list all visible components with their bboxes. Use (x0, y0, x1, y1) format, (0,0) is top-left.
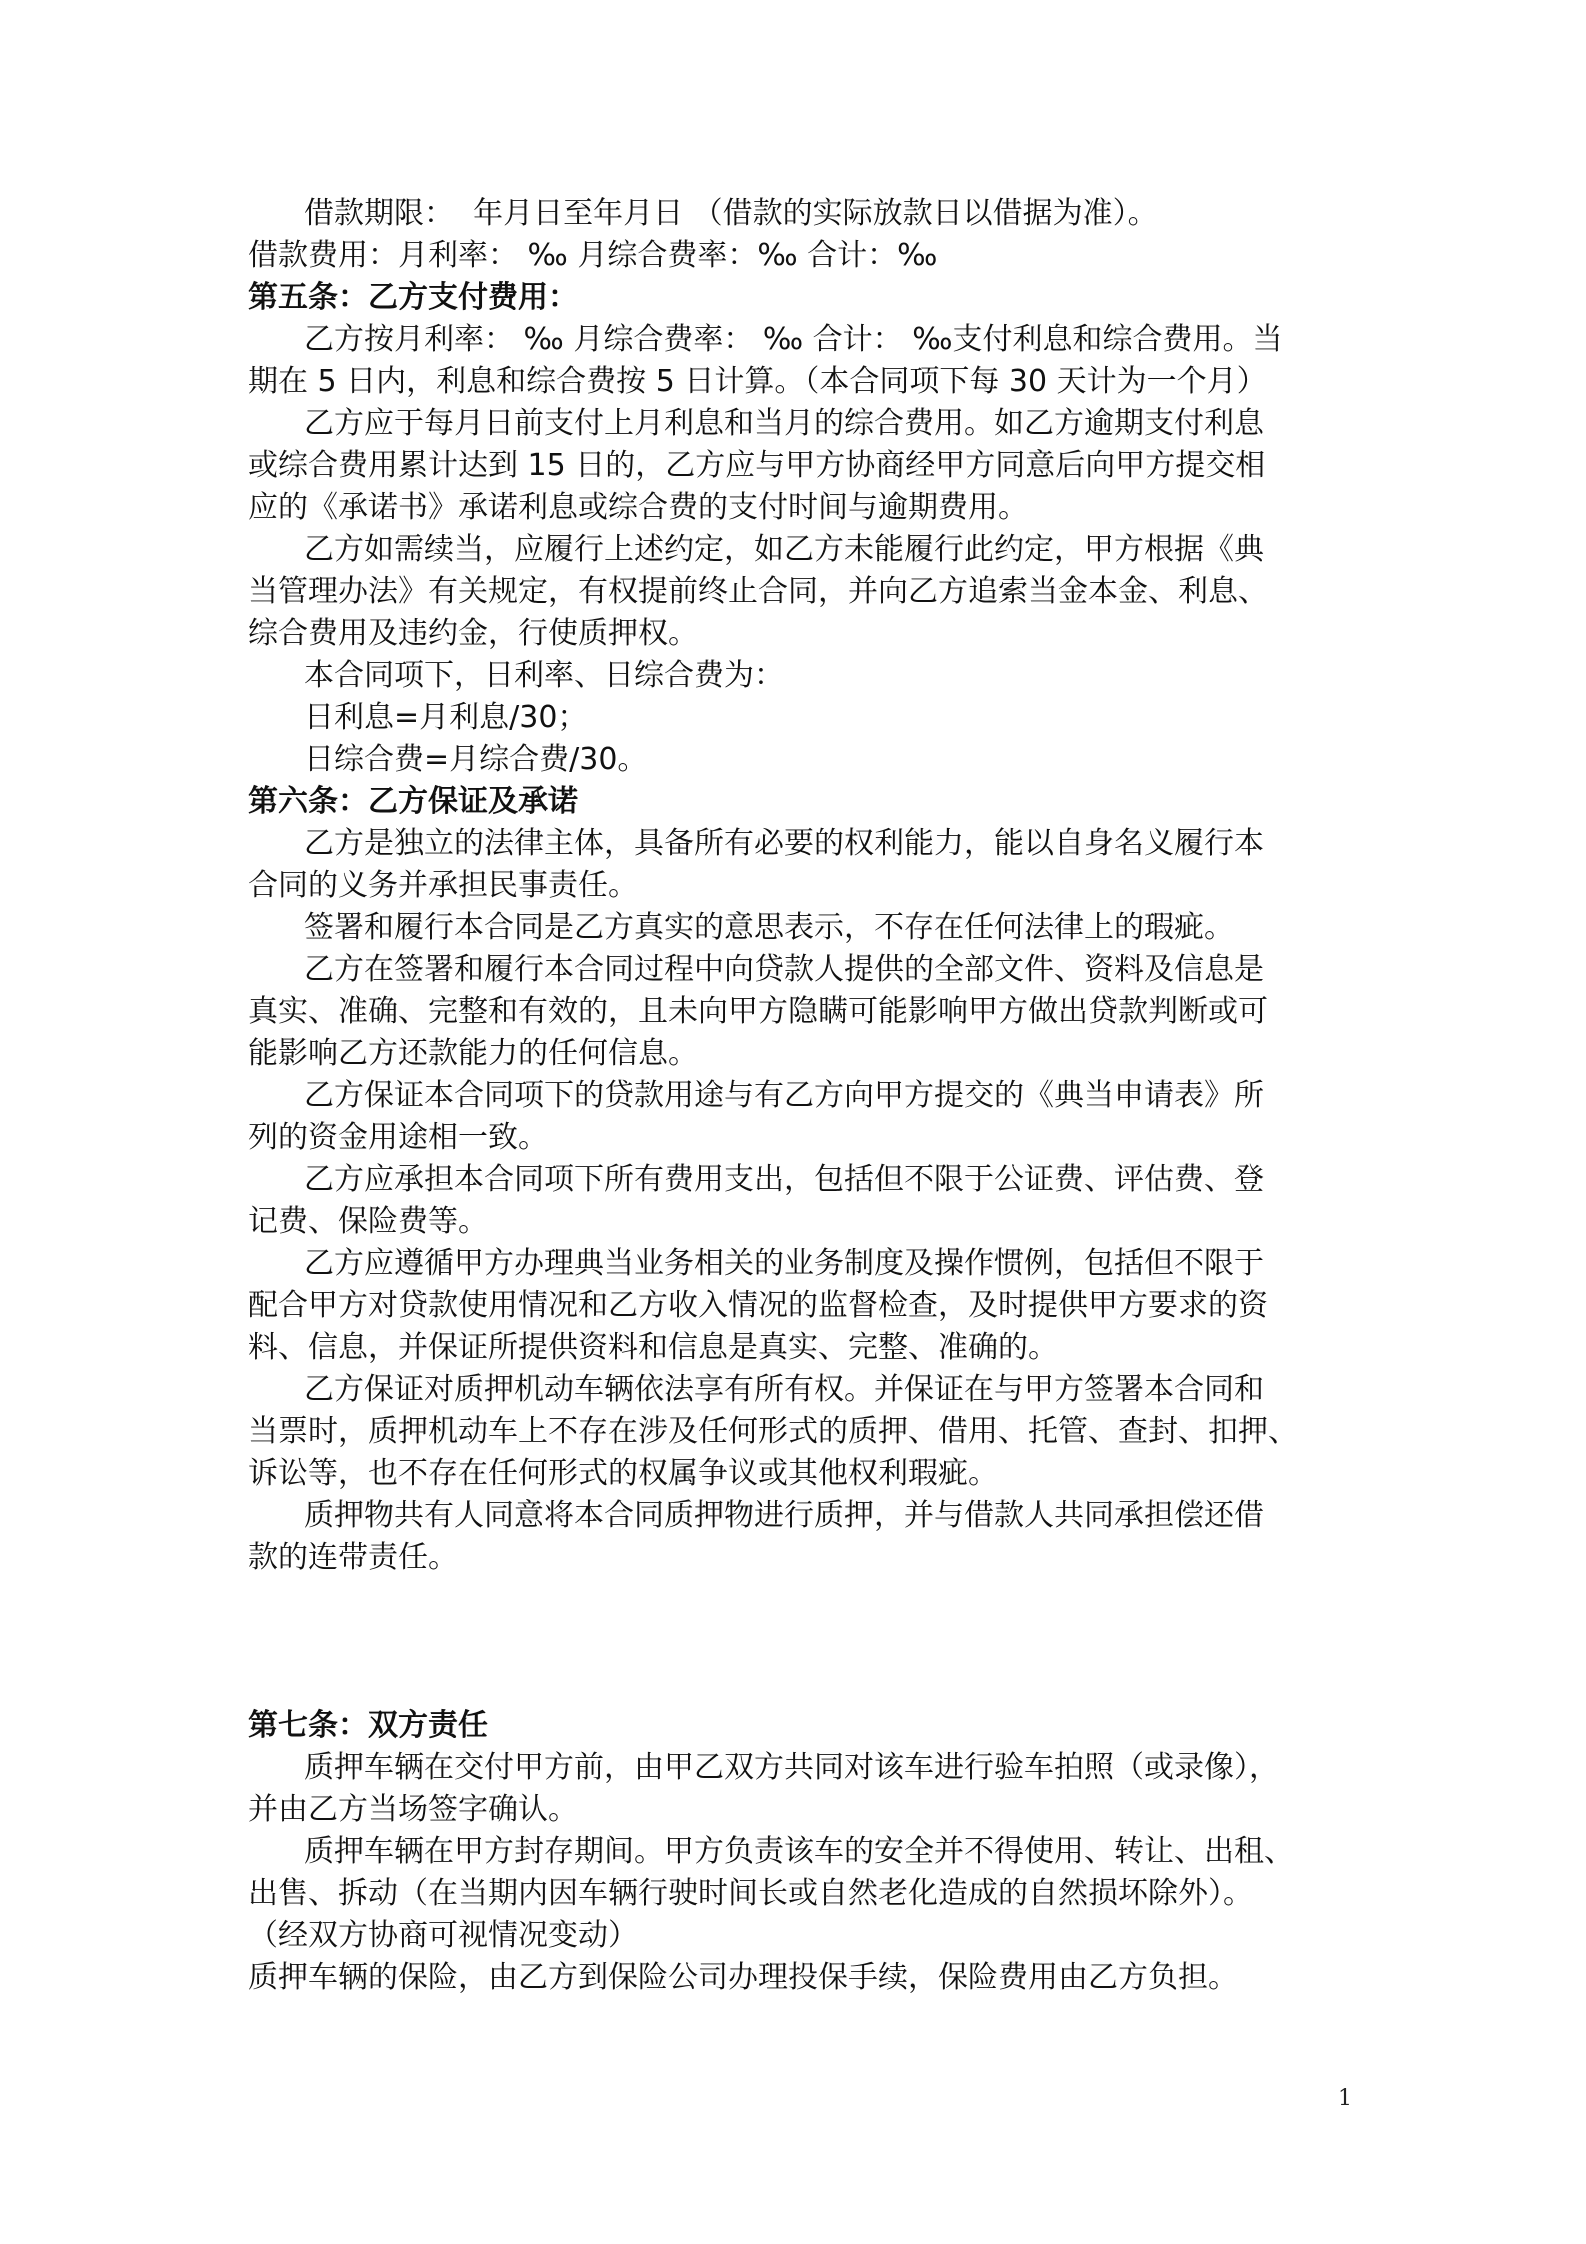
text-line: 款的连带责任。 (248, 1540, 458, 1575)
text-line: 质押车辆的保险，由乙方到保险公司办理投保手续，保险费用由乙方负担。 (248, 1960, 1238, 1995)
text-line: 签署和履行本合同是乙方真实的意思表示，不存在任何法律上的瑕疵。 (304, 910, 1234, 945)
text-line: 乙方应遵循甲方办理典当业务相关的业务制度及操作惯例，包括但不限于 (304, 1246, 1264, 1281)
text-line: 列的资金用途相一致。 (248, 1120, 548, 1155)
page-number: 1 (1338, 2086, 1352, 2111)
text-line: 乙方如需续当，应履行上述约定，如乙方未能履行此约定，甲方根据《典 (304, 532, 1264, 567)
text-line: 日利息=月利息/30； (304, 700, 588, 735)
text-line: 真实、准确、完整和有效的，且未向甲方隐瞒可能影响甲方做出贷款判断或可 (248, 994, 1268, 1029)
text-line: 乙方应于每月日前支付上月利息和当月的综合费用。如乙方逾期支付利息 (304, 406, 1264, 441)
text-line: （经双方协商可视情况变动） (248, 1918, 638, 1953)
text-line: 出售、拆动（在当期内因车辆行驶时间长或自然老化造成的自然损坏除外）。 (248, 1876, 1253, 1911)
text-line: 乙方在签署和履行本合同过程中向贷款人提供的全部文件、资料及信息是 (304, 952, 1264, 987)
section-heading: 第七条：双方责任 (248, 1708, 488, 1743)
text-line: 合同的义务并承担民事责任。 (248, 868, 638, 903)
text-line: 乙方是独立的法律主体，具备所有必要的权利能力，能以自身名义履行本 (304, 826, 1264, 861)
section-heading: 第六条：乙方保证及承诺 (248, 784, 578, 819)
text-line: 质押车辆在甲方封存期间。甲方负责该车的安全并不得使用、转让、出租、 (304, 1834, 1294, 1869)
text-line: 当票时，质押机动车上不存在涉及任何形式的质押、借用、托管、查封、扣押、 (248, 1414, 1298, 1449)
text-line: 应的《承诺书》承诺利息或综合费的支付时间与逾期费用。 (248, 490, 1028, 525)
text-line: 并由乙方当场签字确认。 (248, 1792, 578, 1827)
text-line: 质押车辆在交付甲方前，由甲乙双方共同对该车进行验车拍照（或录像）， (304, 1750, 1279, 1785)
text-line: 当管理办法》有关规定，有权提前终止合同，并向乙方追索当金本金、利息、 (248, 574, 1268, 609)
text-line: 综合费用及违约金，行使质押权。 (248, 616, 698, 651)
section-heading: 第五条：乙方支付费用： (248, 280, 578, 315)
text-line: 诉讼等，也不存在任何形式的权属争议或其他权利瑕疵。 (248, 1456, 998, 1491)
text-line: 乙方保证对质押机动车辆依法享有所有权。并保证在与甲方签署本合同和 (304, 1372, 1264, 1407)
text-line: 或综合费用累计达到 15 日的，乙方应与甲方协商经甲方同意后向甲方提交相 (248, 448, 1266, 483)
text-line: 记费、保险费等。 (248, 1204, 488, 1239)
text-line: 期在 5 日内，利息和综合费按 5 日计算。（本合同项下每 30 天计为一个月） (248, 364, 1267, 399)
text-line: 本合同项下，日利率、日综合费为： (304, 658, 784, 693)
text-line: 料、信息，并保证所提供资料和信息是真实、完整、准确的。 (248, 1330, 1058, 1365)
text-line: 质押物共有人同意将本合同质押物进行质押，并与借款人共同承担偿还借 (304, 1498, 1264, 1533)
text-line: 借款费用：月利率： ‰ 月综合费率：‰ 合计：‰ (248, 238, 938, 273)
text-line: 乙方保证本合同项下的贷款用途与有乙方向甲方提交的《典当申请表》所 (304, 1078, 1264, 1113)
text-line: 乙方按月利率： ‰ 月综合费率： ‰ 合计： ‰支付利息和综合费用。当 (304, 322, 1283, 357)
text-line: 乙方应承担本合同项下所有费用支出，包括但不限于公证费、评估费、登 (304, 1162, 1264, 1197)
text-line: 能影响乙方还款能力的任何信息。 (248, 1036, 698, 1071)
text-line: 借款期限： 年月日至年月日 （借款的实际放款日以借据为准）。 (304, 196, 1158, 231)
text-line: 配合甲方对贷款使用情况和乙方收入情况的监督检查，及时提供甲方要求的资 (248, 1288, 1268, 1323)
text-line: 日综合费=月综合费/30。 (304, 742, 648, 777)
